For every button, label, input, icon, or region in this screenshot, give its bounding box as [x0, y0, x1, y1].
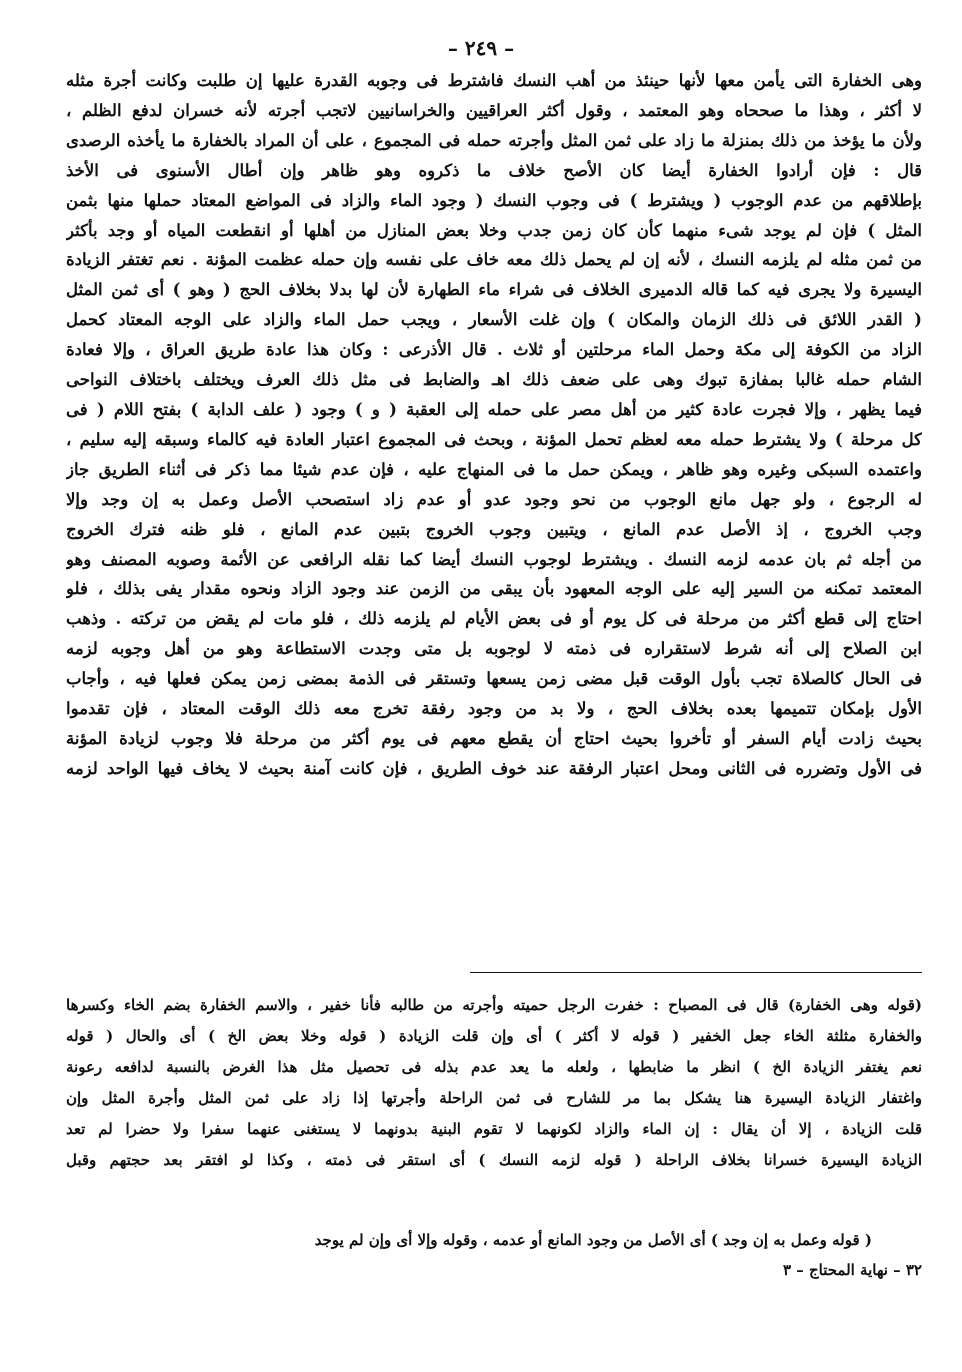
note-line: والخفارة مثلثة الخاء جعل الخفير ( قوله لا أكثر ) أى وإن قلت الزيادة ( قوله وخلا بعض الخ ) أى والحال ( قوله: [66, 1027, 922, 1045]
text-line: لا أكثر ، وهذا ما صححاه وهو المعتمد ، وقول أكثر العراقيين والخراسانيين لاتجب أجرته لأنه خسران لدفع الظلم ،: [66, 100, 922, 120]
text-line: المثل ) فإن لم يوجد شىء منهما كأن كان زمن جدب وخلا بعض المنازل من أهلها أو انقطعت المياه أو وجد بأكثر: [66, 220, 922, 240]
page-footer: [66, 1225, 922, 1285]
text-line: فى الأول وتضرره فى الثانى ومحل اعتبار الرفقة عند خوف الطريق ، فإن كانت آمنة بحيث لا يخاف فيها الواحد لزمه: [66, 758, 922, 778]
note-line: الزيادة اليسيرة خسرانا بخلاف الراحلة ( قوله لزمه النسك ) أى استقر فى ذمته ، وكذا لو افتقر بعد حجتهم وقبل: [66, 1151, 922, 1169]
text-line: بإطلاقهم من عدم الوجوب ( ويشترط ) فى وجوب النسك ( وجود الماء والزاد فى المواضع المعتاد حملها منها بثمن: [66, 190, 922, 210]
text-line: وجب الخروج ، إذ الأصل عدم المانع ، ويتبين وجوب الخروج بتبين عدم المانع ، فلو ظنه فترك الخروج: [66, 519, 922, 539]
text-line: احتاج إلى قطع أكثر من مرحلة فى كل يوم أو فى بعض الأيام لم يلزمه ذلك ، فلو مات لم يقض من تركته . وذهب: [66, 609, 922, 629]
text-line: وهى الخفارة التى يأمن معها لأنها حينئذ من أهب النسك فاشترط فى وجوبه القدرة عليها إن طلبت وكانت أجرة مثله: [66, 71, 922, 90]
text-line: واعتمده السبكى وغيره وهو ظاهر ، ويمكن حمل ما فى المنهاج عليه ، فإن عدم شيئا مما ذكر فى أثناء الطريق جاز: [66, 459, 922, 479]
text-line: كل مرحلة ) ولا يشترط حمله معه لعظم تحمل المؤنة ، وبحث فى المجموع اعتبار العادة فيه كالماء وسبقه إليه سليم ،: [66, 429, 922, 449]
note-line: (قوله وهى الخفارة) قال فى المصباح : خفرت الرجل حميته وأجرته من طالبه فأنا خفير ، والاسم الخفارة بضم الخاء وكسرها: [66, 996, 922, 1014]
note-line: نعم يغتفر الزيادة الخ ) انظر ما ضابطها ، ولعله ما يعد عدم بذله فى تحصيل مثل هذا الغرض بالنسبة لدافعه رعونة: [66, 1058, 922, 1076]
text-line: ولأن ما يؤخذ من ذلك بمنزلة ما زاد على ثمن المثل وأجرته حمله فى المجموع ، على أن المراد بالخفارة ما يأخذه الرصدى: [66, 130, 922, 150]
text-line: فيما يظهر ، وإلا فجرت عادة كثير من أهل مصر على حمله إلى العقبة ( و ) وجود ( علف الدابة ) بفتح اللام ( فى: [66, 399, 922, 419]
footer-line: ٣٢ – نهاية المحتاج – ٣: [782, 1261, 922, 1279]
text-line: الشام حمله غالبا بمفازة تبوك وهى على ضعف ذلك اهـ والضابط فى مثل ذلك العرف ويختلف باختلاف النواحى: [66, 370, 922, 390]
text-line: من أجله ثم بان عدمه لزمه النسك . ويشترط لوجوب النسك أيضا كما نقله الرافعى عن الأئمة وصوبه المصنف وهو: [66, 549, 922, 569]
text-line: اليسيرة ولا يجرى فيه كما قاله الدميرى الخلاف فى شراء ماء الطهارة لأن لها بدلا بخلاف الحج ( وهو ) أى ثمن المثل: [66, 280, 922, 300]
text-line: ابن الصلاح إلى أنه شرط لاستقراره فى ذمته لا لوجوبه بل متى وجدت الاستطاعة وهو من أهل وجوبه لزمه: [66, 639, 922, 659]
text-line: بحيث زادت أيام السفر أو تأخروا بحيث احتاج أن يقطع معهم فى يوم أكثر من مرحلة فلا وجوب لزيادة المؤنة: [66, 728, 922, 748]
text-line: قال : فإن أرادوا الخفارة أيضا كان الأصح خلاف ما ذكروه وهو ظاهر وإن أطال الأسنوى فى الأخذ: [66, 160, 922, 180]
text-line: له الرجوع ، ولو جهل مانع الوجوب من نحو وجود عدو أو عدم زاد استصحب الأصل وعمل به إن وجد وإلا: [66, 489, 922, 509]
page-number: – ٢٤٩ –: [447, 36, 515, 60]
note-line: واغتفار الزيادة اليسيرة هنا يشكل بما مر للشارح فى ثمن الراحلة وأجرتها إذا زاد على ثمن المثل وأجرة المثل وإن: [66, 1089, 922, 1107]
text-line: فى الحال كالصلاة تجب بأول الوقت قبل مضى زمن يسعها وتستقر فى الذمة بمضى زمن يمكن فعلها فيه ، وأجاب: [66, 669, 922, 689]
text-line: الأول بإمكان تتميمها بعده بخلاف الحج ، ولا بد من وجود رفقة تخرج معه ذلك الوقت المعتاد ، فإن تقدموا: [66, 699, 922, 719]
text-line: ( القدر اللائق فى ذلك الزمان والمكان ) وإن غلت الأسعار ، ويجب حمل الماء والزاد على الوجه المعتاد كحمل: [66, 310, 922, 330]
text-line: المعتمد تمكنه من السير إليه على الوجه المعهود بأن يبقى من الزمن عند وجود الزاد ونحوه مقدار يفى بذلك ، فلو: [66, 579, 922, 599]
footer-line: ( قوله وعمل به إن وجد ) أى الأصل من وجود المانع أو عدمه ، وقوله وإلا أى وإن لم يوجد: [314, 1231, 872, 1249]
footnote-divider: [470, 972, 922, 973]
text-line: الزاد من الكوفة إلى مكة وحمل الماء مرحلتين أو ثلاث . قال الأذرعى : وكان هذا عادة طريق العراق ، وإلا فعادة: [66, 340, 922, 360]
note-line: قلت الزيادة ، إلا أن يقال : إن الماء والزاد لكونهما لا تقوم البنية بدونهما لا يستغنى عنهما سفرا ولا حضرا لم تعد: [66, 1120, 922, 1138]
main-text: [66, 66, 922, 784]
text-line: من ثمن مثله لم يلزمه النسك ، لأنه إن لم يحمل ذلك معه خاف على نفسه وإن حمله عظمت المؤنة . نعم تغتفر الزيادة: [66, 250, 922, 270]
margin-notes: [66, 990, 922, 1176]
